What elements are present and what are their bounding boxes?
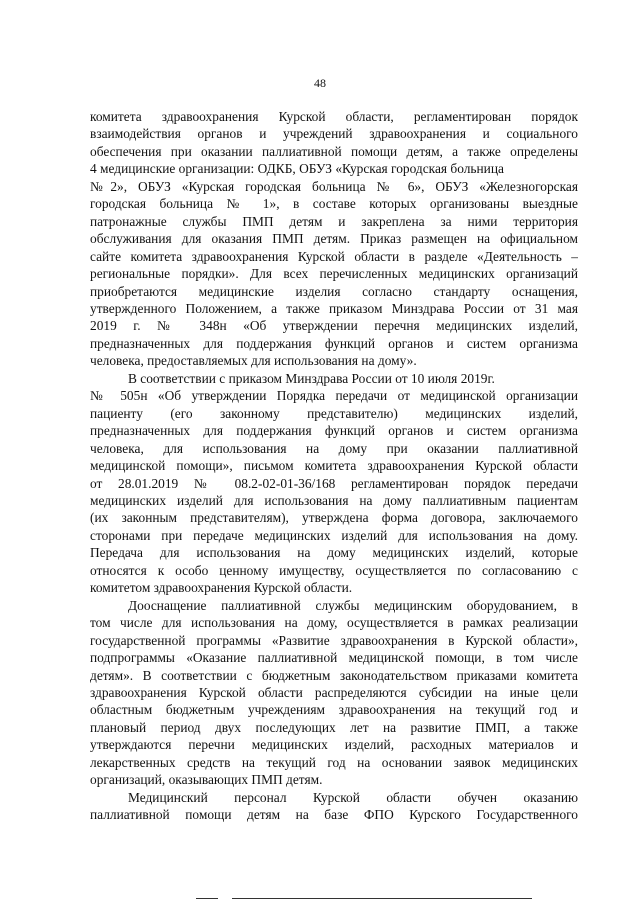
text-line: 2019 г. № 348н «Об утверждении перечня медицинских изделий,	[90, 318, 578, 334]
text-line: комитетом здравоохранения Курской области.	[90, 580, 353, 596]
text-line: подпрограммы «Оказание паллиативной медицинской помощи, в том числе	[90, 650, 578, 666]
text-line: Дооснащение паллиативной службы медицинским оборудованием, в	[128, 597, 578, 613]
text-line: областным бюджетным учреждениям здравоохранения на текущий год и	[90, 702, 578, 718]
text-line: паллиативной помощи детям на базе ФПО Курского Государственного	[90, 807, 578, 823]
document-body	[90, 108, 578, 824]
text-line: предназначенных для поддержания функций органов и систем организма	[90, 335, 578, 351]
text-line: комитета здравоохранения Курской области, регламентирован порядок	[90, 109, 578, 124]
text-line: патронажные службы ПМП детям и закреплена за ними территория	[90, 213, 578, 229]
text-line: детям». В соответствии с бюджетным законодательством приказами комитета	[90, 667, 578, 683]
text-line: человека, предоставляемых для использования на дому».	[90, 353, 417, 369]
text-line: утвержденного Положением, а также приказом Минздрава России от 31 мая	[90, 300, 578, 316]
text-line: организаций, оказывающих ПМП детям.	[90, 772, 323, 788]
text-line: обслуживания для оказания ПМП детям. Приказ размещен на официальном	[90, 231, 578, 247]
text-line: человека, для использования на дому при оказании паллиативной	[90, 440, 578, 456]
scan-artifact-line	[196, 898, 218, 899]
text-line: (их законным представителям), утверждена форма договора, заключаемого	[90, 510, 578, 526]
text-line: Медицинский персонал Курской области обучен оказанию	[128, 789, 578, 805]
text-line: утверждаются перечни медицинских изделий, расходных материалов и	[90, 737, 578, 753]
text-line: В соответствии с приказом Минздрава России от 10 июля 2019г.	[128, 370, 495, 386]
text-line: Передача для использования на дому медицинских изделий, которые	[90, 545, 578, 561]
text-line: государственной программы «Развитие здравоохранения в Курской области»,	[90, 632, 578, 648]
text-line: здравоохранения Курской области распределяются субсидии на иные цели	[90, 684, 578, 700]
text-line: пациенту (его законному представителю) медицинских изделий,	[90, 405, 578, 421]
text-line: региональные порядки». Для всех перечисленных медицинских организаций	[90, 266, 578, 282]
text-line: от 28.01.2019 № 08.2-02-01-36/168 регламентирован порядок передачи	[90, 475, 578, 491]
text-line: медицинской помощи», письмом комитета здравоохранения Курской области	[90, 458, 578, 474]
text-line: приобретаются медицинские изделия согласно стандарту оснащения,	[90, 283, 578, 299]
text-line: сторонами при передаче медицинских изделий для использования на дому.	[90, 527, 578, 543]
text-line: обеспечения при оказании паллиативной помощи детям, а также определены	[90, 143, 578, 159]
text-line: № 505н «Об утверждении Порядка передачи от медицинской организации	[90, 388, 578, 404]
text-line: взаимодействия органов и учреждений здравоохранения и социального	[90, 126, 578, 142]
scan-artifact-line	[232, 898, 532, 899]
text-line: плановый период двух последующих лет на развитие ПМП, а также	[90, 719, 578, 735]
text-line: №2», ОБУЗ «Курская городская больница № 6», ОБУЗ «Железногорская	[90, 178, 578, 194]
text-line: сайте комитета здравоохранения Курской области в разделе «Деятельность –	[90, 248, 578, 264]
page-number: 48	[314, 76, 326, 90]
text-line: медицинских изделий для использования на дому паллиативным пациентам	[90, 492, 578, 508]
text-line: 4 медицинские организации: ОДКБ, ОБУЗ «Курская городская больница	[90, 161, 504, 177]
text-line: относятся к особо ценному имуществу, осуществляется по согласованию с	[90, 562, 578, 578]
text-line: предназначенных для поддержания функций органов и систем организма	[90, 423, 578, 439]
text-line: лекарственных средств на текущий год на основании заявок медицинских	[90, 754, 578, 770]
text-line: том числе для использования на дому, осуществляется в рамках реализации	[90, 615, 578, 631]
text-line: городская больница № 1», в составе которых организованы выездные	[90, 196, 578, 212]
